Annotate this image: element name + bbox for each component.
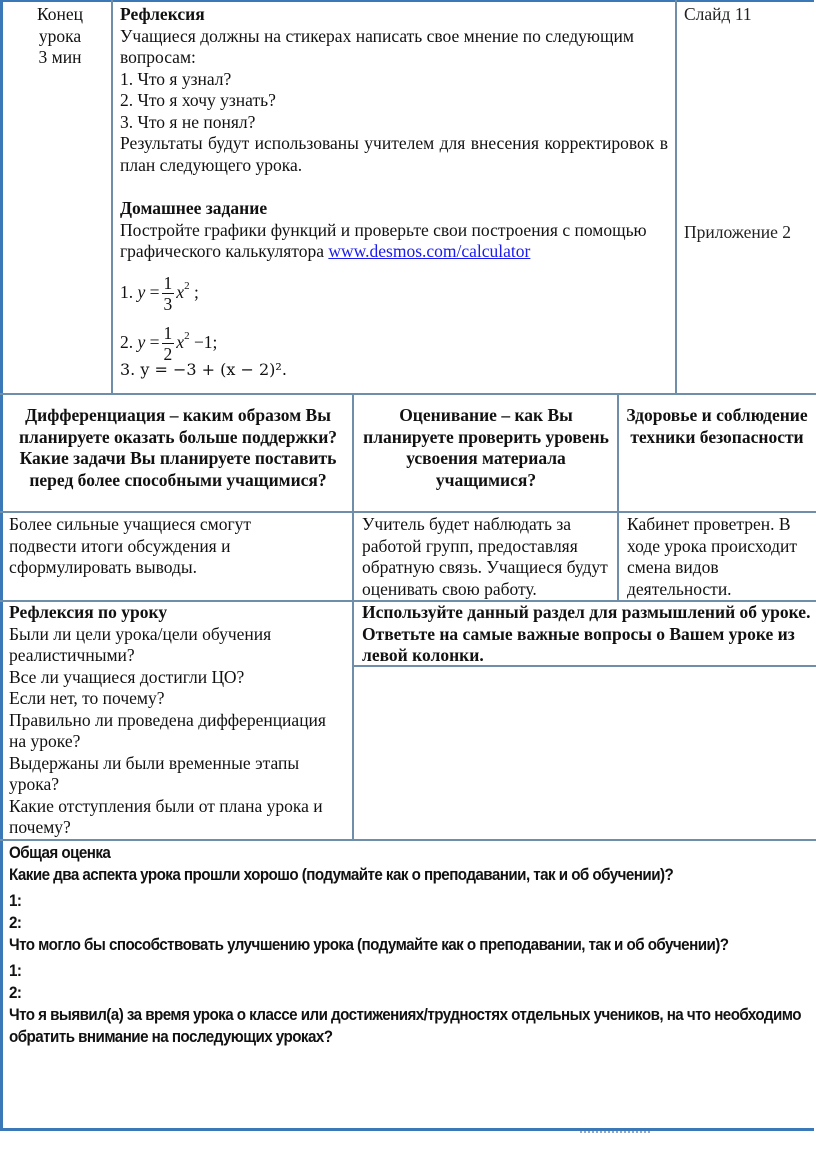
divider <box>352 600 354 840</box>
reflection-question: 2. Что я хочу узнать? <box>120 90 276 110</box>
stage-line: 3 мин <box>38 47 82 67</box>
summary-q1: Какие два аспекта урока прошли хорошо (подумайте как о преподавании, так и об обучении)? <box>9 866 674 884</box>
stage-line: урока <box>38 25 82 46</box>
reflection-q: Все ли учащиеся достигли ЦО? <box>9 666 245 687</box>
summary-title: Общая оценка <box>9 844 111 862</box>
stage-line: Конец <box>36 4 84 24</box>
lesson-activity-cell <box>120 4 668 380</box>
resources-cell <box>684 4 812 243</box>
divider <box>617 395 619 600</box>
assessment-header: Оценивание – как Вы планируете проверить уровень усвоения материала учащимися? <box>363 405 609 490</box>
equation-3: 3. y = −3 + (x − 2)². <box>120 359 287 379</box>
lesson-reflection-title: Рефлексия по уроку <box>9 602 168 622</box>
reflection-q: Были ли цели урока/цели обучения реалистичными? <box>9 623 272 665</box>
lesson-reflection-cell <box>9 602 344 839</box>
resource-slide: Слайд 11 <box>684 4 752 24</box>
summary-q2: Что могло бы способствовать улучшению урока (подумайте как о преподавании, так и об обучении)? <box>9 936 729 954</box>
desmos-link[interactable]: www.desmos.com/calculator <box>328 241 531 261</box>
differentiation-value: Более сильные учащиеся смогут подвести итоги обсуждения и сформулировать выводы. <box>9 514 252 577</box>
page-footer-mark <box>580 1131 650 1139</box>
summary-q2-item[interactable]: 1: <box>9 962 22 980</box>
reflection-q: Правильно ли проведена дифференциация на уроке? <box>9 709 326 751</box>
reflection-title: Рефлексия <box>120 4 205 24</box>
reflection-q: Какие отступления были от плана урока и почему? <box>9 795 323 837</box>
homework-title: Домашнее задание <box>120 198 268 218</box>
divider <box>111 0 113 393</box>
reflection-q: Если нет, то почему? <box>9 688 165 708</box>
summary-q1-item[interactable]: 2: <box>9 914 22 932</box>
equation-2: 2. y = $\frac{1}{2}$ $x^2 -1$; <box>120 322 218 364</box>
reflection-notes-area[interactable] <box>355 668 813 838</box>
reflection-intro: Учащиеся должны на стикерах написать свое мнение по следующим вопросам: <box>120 25 634 67</box>
safety-header: Здоровье и соблюдение техники безопасности <box>626 405 808 447</box>
divider <box>0 511 816 513</box>
divider <box>353 665 816 667</box>
differentiation-header: Дифференциация – каким образом Вы планируете оказать больше поддержки? Какие задачи Вы планируете поставить перед более способными учащимися? <box>18 405 338 490</box>
divider <box>0 839 816 841</box>
reflection-result: Результаты будут использованы учителем для внесения корректировок в план следующего урока. <box>120 133 668 175</box>
summary-q2-item[interactable]: 2: <box>9 984 22 1002</box>
stage-cell <box>10 4 110 69</box>
summary-q1-item[interactable]: 1: <box>9 892 22 910</box>
divider <box>0 393 816 395</box>
safety-value: Кабинет проветрен. В ходе урока происходит смена видов деятельности. <box>627 514 798 599</box>
assessment-value: Учитель будет наблюдать за работой групп, предоставляя обратную связь. Учащиеся будут оценивать свою работу. <box>362 514 608 599</box>
divider <box>675 0 677 393</box>
reflection-question: 3. Что я не понял? <box>120 111 256 132</box>
homework-text: Постройте графики функций и проверьте свои построения с помощью графического калькулятора <box>120 219 647 261</box>
reflection-instruction: Используйте данный раздел для размышлений об уроке. Ответьте на самые важные вопросы о Вашем уроке из левой колонки. <box>362 602 811 665</box>
reflection-question: 1. Что я узнал? <box>120 68 232 89</box>
reflection-q: Выдержаны ли были временные этапы урока? <box>9 752 300 794</box>
resource-appendix: Приложение 2 <box>684 221 792 242</box>
summary-cell <box>9 842 809 1048</box>
divider <box>352 395 354 600</box>
summary-q3: Что я выявил(а) за время урока о классе или достижениях/трудностях отдельных учеников, на что необходимо обратить внимание на последующих уроках? <box>9 1006 801 1046</box>
equation-1: 1. y = $\frac{1}{3}$ $x^2$ ; <box>120 272 199 314</box>
